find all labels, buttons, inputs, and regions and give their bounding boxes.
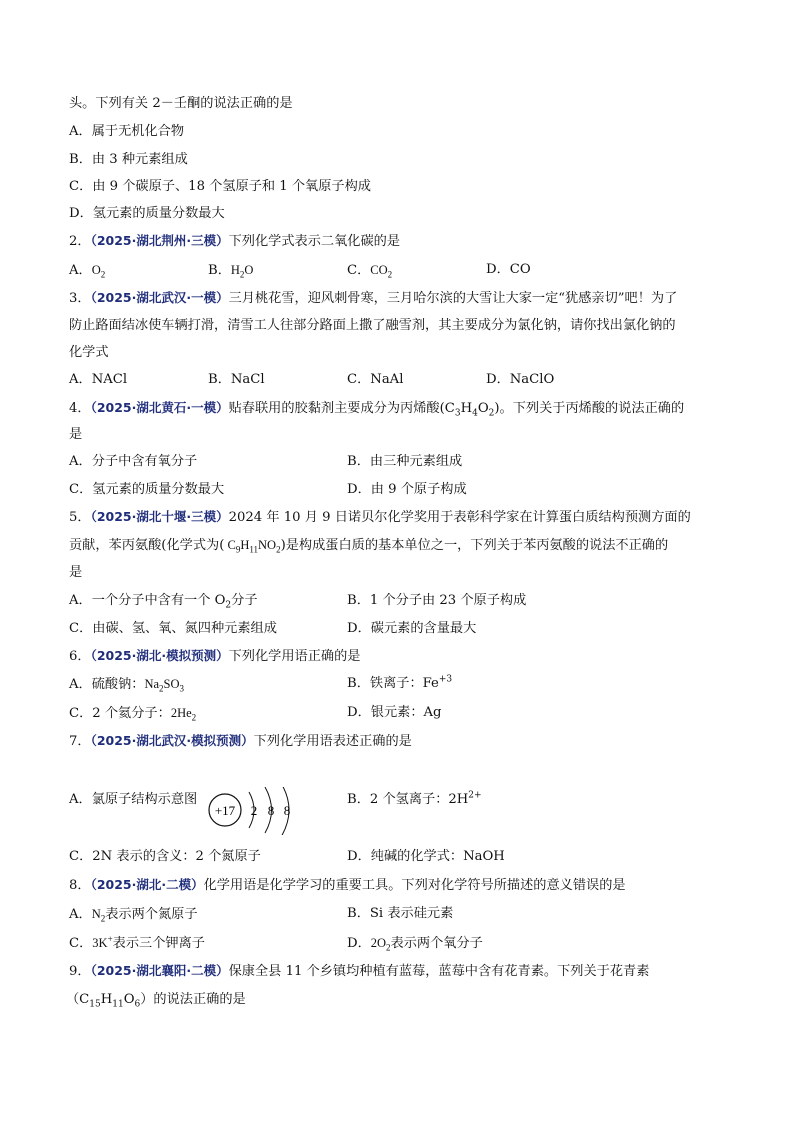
question-3-line3: 化学式	[69, 345, 109, 360]
option-2a: A．$O_2$	[69, 263, 106, 280]
option-8d: D．$2O_2$表示两个氧分子	[347, 936, 483, 953]
option-1b: B．由 3 种元素组成	[69, 152, 188, 167]
question-5: 5．（2025·湖北十堰·三模）2024 年 10 月 9 日诺贝尔化学奖用于表彰科学家在计算蛋白质结构预测方面的	[69, 509, 691, 525]
option-6c: C．2 个氦分子：$2He_2$	[69, 706, 197, 723]
option-1c: C．由 9 个碳原子、18 个氢原子和 1 个氧原子构成	[69, 179, 371, 194]
option-5a: A．一个分子中含有一个 $O_2$分子	[69, 593, 258, 611]
question-8: 8．（2025·湖北·二模）化学用语是化学学习的重要工具。下列对化学符号所描述的意义错误的是	[69, 877, 626, 893]
question-6: 6．（2025·湖北·模拟预测）下列化学用语正确的是	[69, 648, 361, 664]
source-tag: （2025·湖北武汉·模拟预测）	[90, 733, 254, 748]
option-1d: D．氢元素的质量分数最大	[69, 206, 225, 221]
option-4c: C．氢元素的质量分数最大	[69, 482, 225, 497]
option-4a: A．分子中含有氧分子	[69, 454, 198, 469]
question-3: 3．（2025·湖北武汉·一模）三月桃花雪，迎风刺骨寒，三月哈尔滨的大雪让大家一定“犹感亲切”吧！为了	[69, 290, 678, 306]
source-tag: （2025·湖北武汉·一模）	[90, 290, 229, 305]
option-7a: A．氯原子结构示意图	[69, 792, 198, 807]
source-tag: （2025·湖北·二模）	[90, 877, 204, 892]
shell-3-count: 8	[283, 803, 291, 818]
option-2b: B．$H_2O$	[208, 263, 254, 280]
question-4-line2: 是	[69, 427, 83, 442]
question-3-line2: 防止路面结冰使车辆打滑，清雪工人往部分路面上撒了融雪剂，其主要成分为氯化钠，请你找出氯化钠的	[69, 318, 676, 333]
option-8c: C．3K+表示三个钾离子	[69, 933, 205, 951]
option-7b: B．2 个氢离子：$2H^{2+}$	[347, 790, 482, 807]
option-5d: D．碳元素的含量最大	[347, 621, 477, 636]
option-2c: C．$CO_2$	[347, 263, 393, 280]
option-3b: B．NaCl	[208, 372, 265, 387]
option-5c: C．由碳、氢、氧、氮四种元素组成	[69, 621, 277, 636]
option-5b: B．1 个分子由 23 个原子构成	[347, 593, 527, 608]
option-8a: A．$N_2$表示两个氮原子	[69, 907, 198, 924]
source-tag: （2025·湖北十堰·三模）	[90, 509, 229, 524]
option-7d: D．纯碱的化学式：NaOH	[347, 849, 505, 864]
option-6b: B．铁离子：$Fe^{+3}$	[347, 674, 453, 691]
chlorine-atom-diagram	[205, 787, 300, 835]
option-7c: C．2N 表示的含义：2 个氮原子	[69, 849, 261, 864]
option-6d: D．银元素：Ag	[347, 705, 442, 720]
question-5-line2: 贡献，苯丙氨酸(化学式为( $C_9H_{11}NO_2$)是构成蛋白质的基本单位之一，下列关于苯丙氨酸的说法不正确的	[69, 538, 669, 555]
option-3a: A．NACl	[69, 372, 128, 387]
source-tag: （2025·湖北黄石·一模）	[90, 400, 229, 415]
question-1-stem-end: 头。下列有关 2－壬酮的说法正确的是	[69, 96, 293, 111]
option-1a: A．属于无机化合物	[69, 124, 185, 139]
option-3c: C．NaAl	[347, 372, 404, 387]
option-2d: D．CO	[486, 262, 531, 277]
source-tag: （2025·湖北荆州·三模）	[90, 233, 229, 248]
option-4b: B．由三种元素组成	[347, 454, 463, 469]
question-9: 9．（2025·湖北襄阳·二模）保康全县 11 个乡镇均种植有蓝莓，蓝莓中含有花青素。下列关于花青素	[69, 963, 650, 979]
question-5-line3: 是	[69, 565, 83, 580]
question-9-line2: $(C_{15}H_{11}O_6)$的说法正确的是	[66, 992, 246, 1010]
source-tag: （2025·湖北·模拟预测）	[90, 648, 229, 663]
option-8b: B．Si 表示硅元素	[347, 906, 454, 921]
question-7: 7．（2025·湖北武汉·模拟预测）下列化学用语表述正确的是	[69, 733, 412, 749]
option-4d: D．由 9 个原子构成	[347, 482, 467, 497]
nucleus-charge: +17	[214, 803, 236, 818]
shell-1-count: 2	[250, 803, 258, 818]
shell-2-count: 8	[267, 803, 275, 818]
question-4: 4．（2025·湖北黄石·一模）贴春联用的胶黏剂主要成分为丙烯酸$(C_3H_4O_2)$。下列关于丙烯酸的说法正确的	[69, 400, 685, 419]
option-6a: A．硫酸钠：$Na_2SO_3$	[69, 677, 185, 694]
option-3d: D．NaClO	[486, 372, 555, 387]
source-tag: （2025·湖北襄阳·二模）	[90, 963, 229, 978]
question-2: 2．（2025·湖北荆州·三模）下列化学式表示二氧化碳的是	[69, 233, 401, 249]
